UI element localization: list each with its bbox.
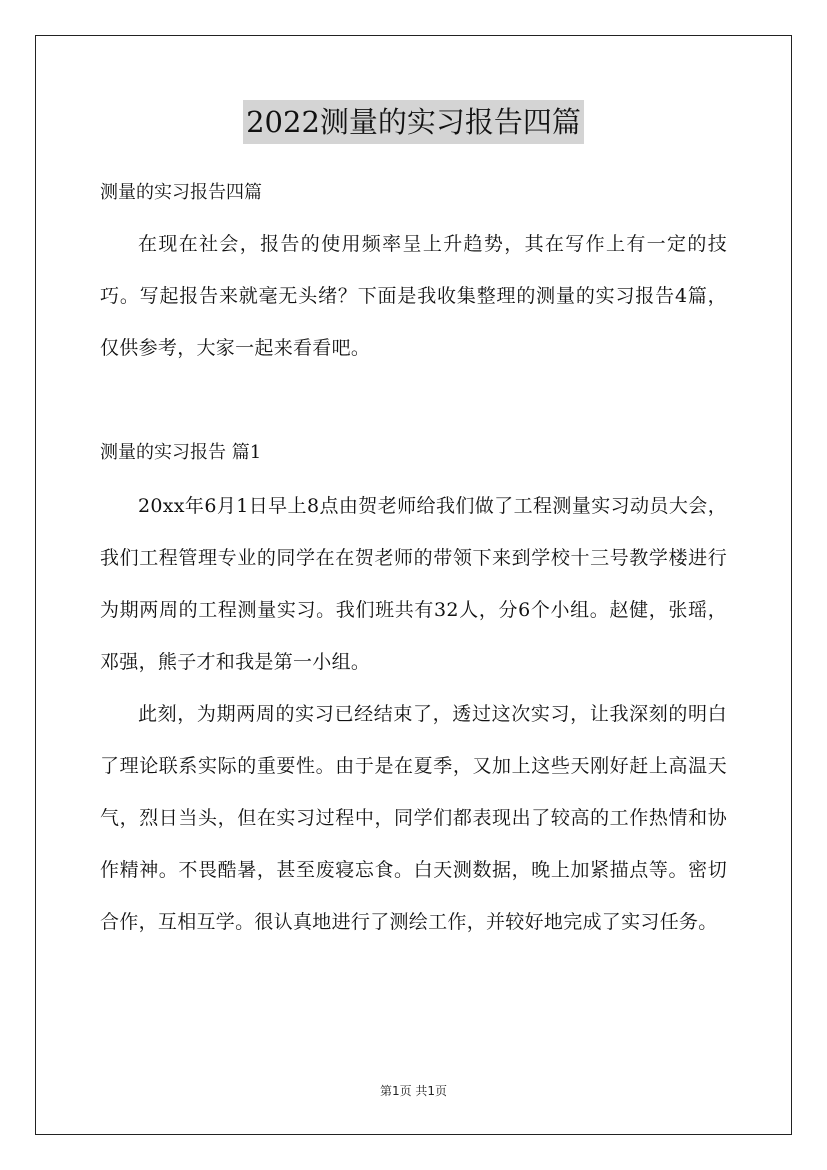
body-paragraph: 20xx年6月1日早上8点由贺老师给我们做了工程测量实习动员大会，我们工程管理专业的同学在在贺老师的带领下来到学校十三号教学楼进行为期两周的工程测量实习。我们班共有32人，分6个小组。赵健，张瑶，邓强，熊子才和我是第一小组。: [100, 495, 727, 673]
title-container: [0, 100, 827, 144]
document-subtitle: 测量的实习报告四篇: [100, 182, 262, 203]
document-title: 2022测量的实习报告四篇: [243, 100, 584, 144]
spacer: [100, 374, 727, 426]
intro-paragraph: 在现在社会，报告的使用频率呈上升趋势，其在写作上有一定的技巧。写起报告来就毫无头绪？下面是我收集整理的测量的实习报告4篇，仅供参考，大家一起来看看吧。: [100, 233, 727, 359]
body-paragraph: 此刻，为期两周的实习已经结束了，透过这次实习，让我深刻的明白了理论联系实际的重要性。由于是在夏季，又加上这些天刚好赶上高温天气，烈日当头，但在实习过程中，同学们都表现出了较高的工作热情和协作精神。不畏酷暑，甚至废寝忘食。白天测数据，晚上加紧描点等。密切合作，互相互学。很认真地进行了测绘工作，并较好地完成了实习任务。: [100, 703, 727, 933]
page-footer: 第1页 共1页: [379, 1084, 448, 1098]
document-body: [100, 168, 727, 948]
section-heading: 测量的实习报告 篇1: [100, 442, 262, 463]
